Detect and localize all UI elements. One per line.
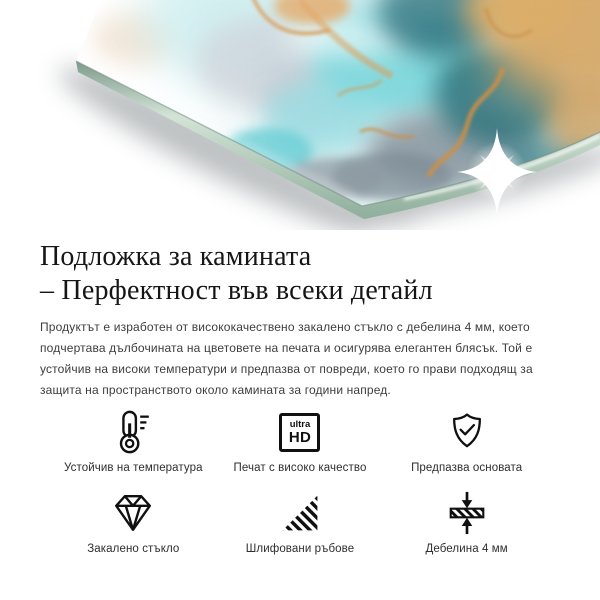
feature-grid [40, 409, 560, 557]
feature-label: Дебелина 4 мм [425, 543, 508, 555]
thickness-icon [444, 490, 490, 536]
thermometer-icon [110, 409, 156, 455]
feature-tempered-glass [50, 490, 217, 557]
feature-label: Шлифовани ръбове [245, 543, 355, 555]
feature-label: Печат с високо качество [233, 462, 367, 474]
polished-edges-icon [278, 490, 322, 536]
product-description: Продуктът е изработен от висококачествено закалено стъкло с дебелина 4 мм, което подчертава дълбочината на цветовете на печата и осигурява елегантен блясък. Той е устойчив на високи температури и предпазва от повреди, което го прави подходящ за защита на пространството около камината за години напред. [40, 320, 533, 397]
feature-protects-base [383, 409, 550, 476]
feature-polished-edges [217, 490, 384, 557]
feature-temperature-resistant [50, 409, 217, 476]
page-title-line1: Подложка за камината [40, 241, 312, 272]
page-title [40, 230, 560, 308]
feature-label: Закалено стъкло [87, 543, 180, 555]
feature-thickness [383, 490, 550, 557]
feature-label: Предпазва основата [411, 462, 523, 474]
glass-panel-artwork [0, 0, 600, 230]
product-copy [0, 230, 600, 557]
shield-check-icon [445, 409, 489, 455]
feature-label: Устойчив на температура [64, 462, 203, 474]
diamond-icon [110, 490, 156, 536]
page-title-line2: – Перфектност във всеки детайл [40, 275, 433, 306]
feature-print-quality [217, 409, 384, 476]
product-image [0, 0, 600, 230]
ultra-hd-icon: ultra HD [279, 413, 320, 452]
